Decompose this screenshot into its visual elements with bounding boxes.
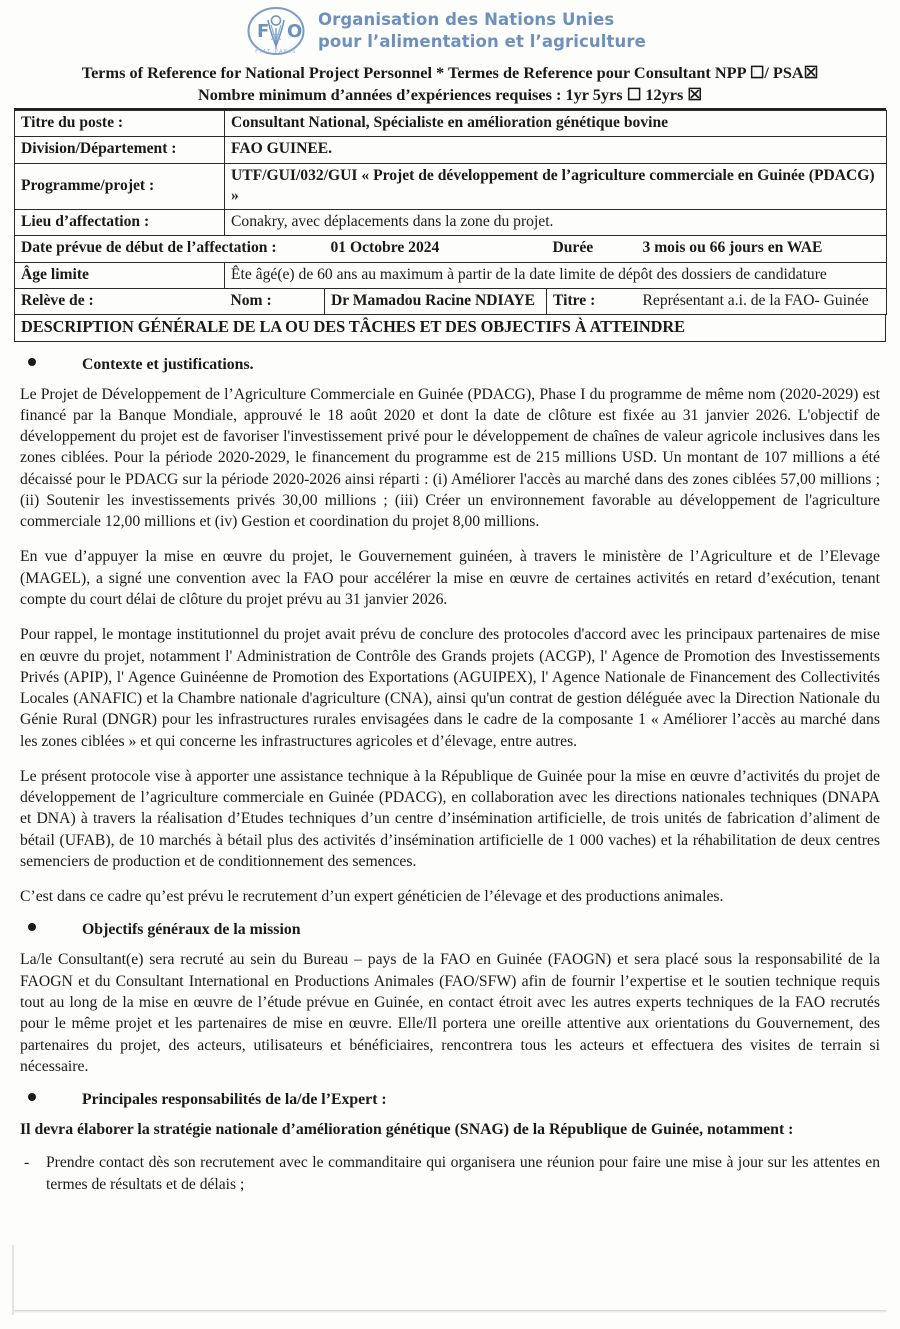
document-body: [14, 356, 886, 1195]
heading-objectifs-label: Objectifs généraux de la mission: [82, 921, 301, 939]
paragraph-contexte-4: Le présent protocole vise à apporter une assistance technique à la République de Guinée pour la mise en œuvre d’activités du projet de développement de l’agriculture commerciale en Guinée (PDACG), en collaboration avec les directions nationales techniques (DNAPA et DNA) à travers la réalisation d’Etudes techniques d’un centre d’insémination artificielle, de trois unités de fabrication d’aliment de bétail (UFAB), de 10 marchés à bétail plus des activités d’insémination artificielle de 1 000 vaches) et la réhabilitation de deux centres semenciers de production et de conditionnement des semences.: [20, 767, 880, 870]
document-title-block: [14, 60, 886, 110]
bullet-point-icon: [28, 358, 36, 366]
scan-shadow-artifact: [14, 1310, 886, 1313]
row-label-division: Division/Département :: [15, 137, 225, 163]
row-label-date-debut: Date prévue de début de l’affectation :: [15, 236, 325, 262]
heading-contexte-label: Contexte et justifications.: [82, 355, 254, 373]
row-label-nom: Nom :: [225, 288, 325, 314]
fao-org-line-1: Organisation des Nations Unies: [318, 10, 615, 30]
row-value-nom: Dr Mamadou Racine NDIAYE: [325, 288, 547, 314]
row-value-lieu: Conakry, avec déplacements dans la zone du projet.: [225, 210, 887, 236]
table-row-releve-de: [15, 288, 887, 314]
row-label-titre: Titre :: [547, 288, 637, 314]
table-row-lieu: [15, 210, 887, 236]
document-title-line-2: Nombre minimum d’années d’expériences requises : 1yr 5yrs ☐ 12yrs ☒: [197, 84, 703, 104]
document-title-line-1: Terms of Reference for National Project Personnel * Termes de Reference pour Consultant NPP ☐/ PSA☒: [81, 63, 819, 82]
position-info-table: [14, 110, 887, 315]
heading-responsabilites-label: Principales responsabilités de la/de l’Expert :: [82, 1091, 387, 1109]
table-row-division: [15, 137, 887, 163]
bullet-point-icon: [28, 1093, 36, 1101]
paragraph-contexte-1: Le Projet de Développement de l’Agriculture Commerciale en Guinée (PDACG), Phase I du programme de même nom (2020-2029) est financé par la Banque Mondiale, approuvé le 18 août 2020 et dont la date de clôture est fixée au 31 janvier 2026. L'objectif de développement du projet est de favoriser l'investissement privé pour le développement de chaînes de valeur agricole inclusives dans les zones ciblées. Pour la période 2020-2029, le financement du programme est de 215 millions USD. Un montant de 107 millions a été décaissé pour le PDACG sur la période 2020-2026 ainsi réparti : (i) Améliorer l'accès au marché dans des zones ciblées 57,00 millions ; (ii) Soutenir les investissements privés 30,00 millions ; (iii) Créer un environnement favorable au développement de l'agriculture commerciale 12,00 millions et (iv) Gestion et coordination du projet 8,00 millions.: [20, 385, 880, 531]
heading-principales-responsabilites: [20, 1091, 880, 1109]
paragraph-strategie-nationale: Il devra élaborer la stratégie nationale d’amélioration génétique (SNAG) de la République de Guinée, notamment :: [20, 1121, 794, 1139]
paragraph-contexte-5: C’est dans ce cadre qu’est prévu le recrutement d’un expert généticien de l’élevage et des productions animales.: [20, 888, 724, 906]
dash-marker-icon: -: [24, 1154, 30, 1172]
heading-contexte-et-justifications: [20, 356, 880, 374]
fao-organization-name: [318, 9, 646, 53]
row-value-division: FAO GUINEE.: [225, 137, 887, 163]
row-label-age-limite: Âge limite: [15, 262, 225, 288]
svg-text:O: O: [287, 21, 303, 42]
row-label-duree: Durée: [547, 236, 637, 262]
svg-text:F: F: [257, 21, 270, 42]
table-row-programme: [15, 163, 887, 210]
paragraph-objectifs-1: La/le Consultant(e) sera recruté au sein du Bureau – pays de la FAO en Guinée (FAOGN) et sera placé sous la responsabilité de la FAOGN et du Consultant International en Productions Animales (FAO/SFW) afin de fournir l’expertise et le soutien technique requis tout au long de la mise en œuvre de l’étude prévue en Guinée, en contact étroit avec les autres experts techniques de la FAO recrutés pour le même projet et les partenaires de mise en œuvre. Elle/Il portera une oreille attentive aux orientations du Gouvernement, des partenaires du projet, des acteurs, utilisateurs et bénéficiaires, rencontrera tous les acteurs et effectuera des visites de terrain si nécessaire.: [20, 951, 880, 1075]
bullet-point-icon: [28, 923, 36, 931]
table-row-titre-du-poste: [15, 111, 887, 137]
heading-objectifs-generaux: [20, 921, 880, 939]
fao-logo-icon: [246, 5, 306, 57]
paragraph-contexte-2: En vue d’appuyer la mise en œuvre du projet, le Gouvernement guinéen, à travers le ministère de l’Agriculture et de l’Elevage (MAGEL), a signé une convention avec la FAO pour accélérer la mise en œuvre de certaines activités en retard d’exécution, tenant compte du court délai de clôture du projet prévu au 31 janvier 2026.: [20, 548, 880, 609]
paragraph-contexte-3: Pour rappel, le montage institutionnel du projet avait prévu de conclure des protocoles d'accord avec les principaux partenaires de mise en œuvre du projet, notamment l' Administration de Contrôle des Grands projets (ACGP), l' Agence de Promotion des Investissements Privés (APIP), l' Agence Guinéenne de Promotion des Exportations (AGUIPEX), l' Agence Nationale de Financement des Collectivités Locales (ANAFIC) et la Chambre nationale d'agriculture (CNA), ainsi qu'un contrat de gestion déléguée avec la Direction Nationale du Génie Rural (DNGR) pour les infrastructures rurales envisagées dans le cadre de la composante 1 « Améliorer l’accès au marché dans les zones ciblées » et qui concerne les infrastructures agricoles et d’élevage, entre autres.: [20, 626, 880, 750]
svg-text:FIAT PANIS: FIAT PANIS: [255, 49, 297, 55]
row-value-programme: UTF/GUI/032/GUI « Projet de développement de l’agriculture commerciale en Guinée (PDACG) »: [225, 163, 887, 210]
scan-edge-artifact: [12, 1245, 14, 1315]
section-banner-description-generale: DESCRIPTION GÉNÉRALE DE LA OU DES TÂCHES ET DES OBJECTIFS À ATTEINDRE: [14, 315, 886, 342]
table-row-age-limite: [15, 262, 887, 288]
row-value-titre-du-poste: Consultant National, Spécialiste en amélioration génétique bovine: [225, 111, 887, 137]
row-value-titre: Représentant a.i. de la FAO- Guinée: [637, 288, 887, 314]
row-value-date-debut: 01 Octobre 2024: [325, 236, 547, 262]
row-value-duree: 3 mois ou 66 jours en WAE: [637, 236, 887, 262]
row-label-releve-de: Relève de :: [15, 288, 225, 314]
fao-header: [0, 0, 900, 60]
row-value-age-limite: Ête âgé(e) de 60 ans au maximum à partir de la date limite de dépôt des dossiers de candidature: [225, 262, 887, 288]
table-row-date-duree: [15, 236, 887, 262]
fao-org-line-2: pour l’alimentation et l’agriculture: [318, 32, 646, 51]
list-item-text: Prendre contact dès son recrutement avec le commanditaire qui organisera une réunion pour faire une mise à jour sur les attentes en termes de résultats et de délais ;: [46, 1154, 880, 1193]
row-label-titre-du-poste: Titre du poste :: [15, 111, 225, 137]
list-item: [20, 1152, 880, 1194]
row-label-lieu: Lieu d’affectation :: [15, 210, 225, 236]
row-label-programme: Programme/projet :: [15, 163, 225, 210]
